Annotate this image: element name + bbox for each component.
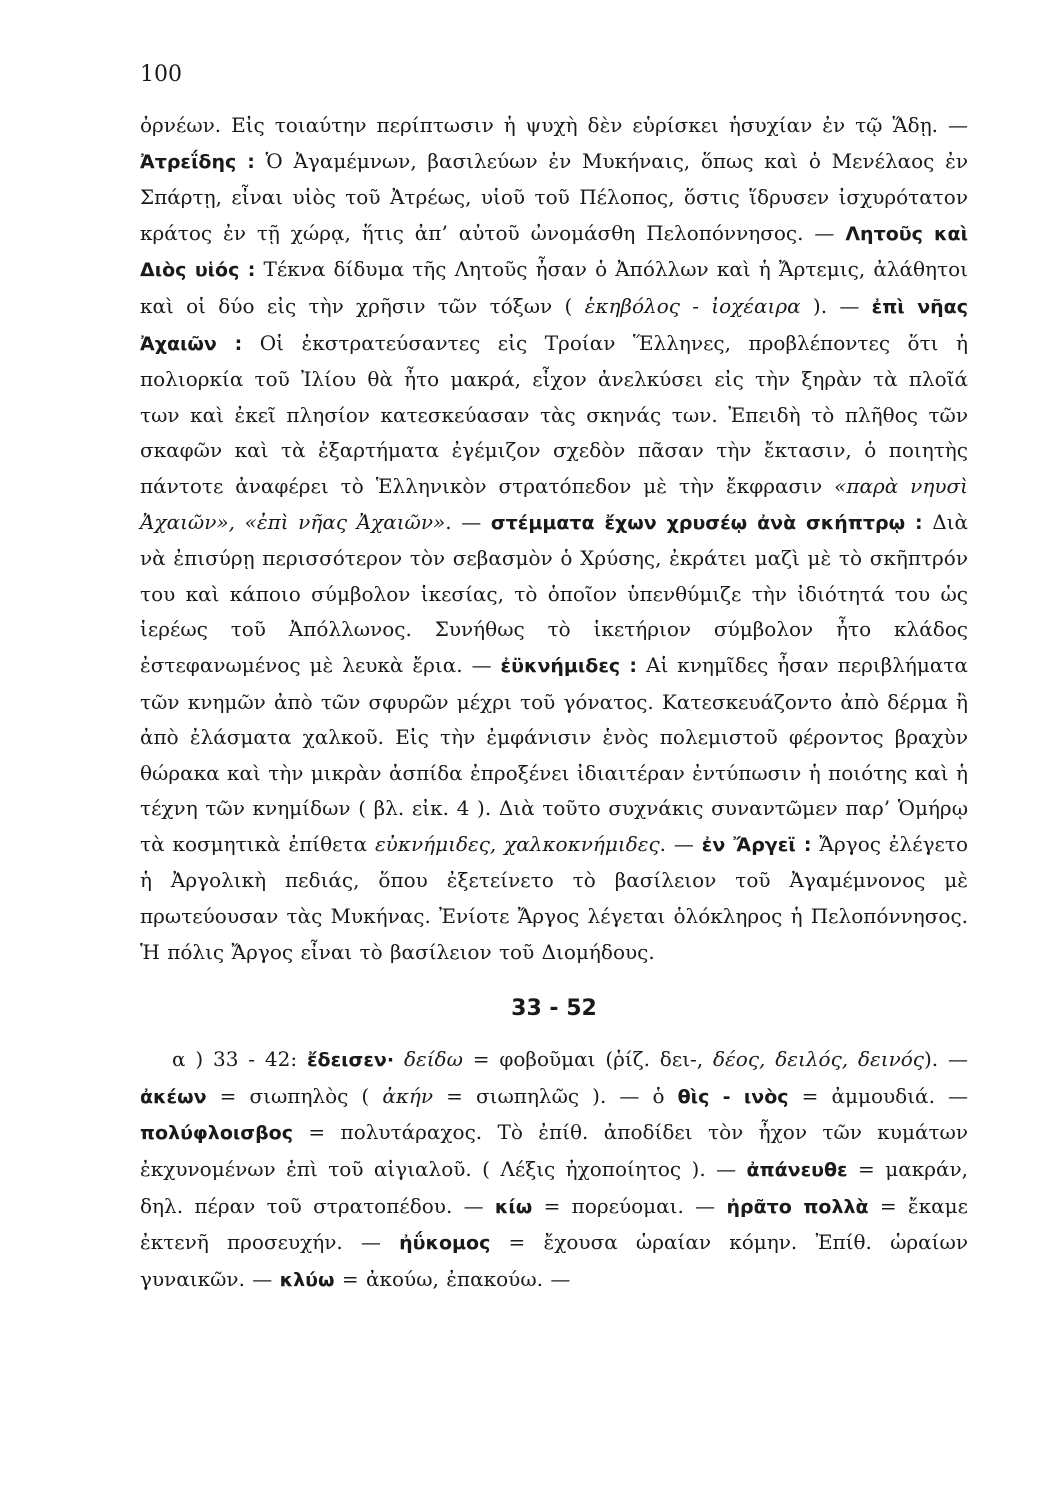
text-run: = πορεύομαι. — — [532, 1193, 727, 1218]
lemma-edeisen: ἔδεισεν· — [306, 1049, 395, 1072]
lemma-euknemides: ἐϋκνήμιδες : — [500, 654, 638, 677]
text-run: = πολυτάραχος. Τὸ ἐπίθ. ἀποδίδει τὸν ἦχον τῶν κυμάτων ἐκχυνομένων ἐπὶ τοῦ αἰγιαλοῦ. ( Λέξις ἠχοποίητος ). — — [140, 1120, 968, 1182]
text-run: = ἀκούω, ἐπακούω. — — [334, 1266, 571, 1291]
lemma-eukomos: ἠΰκομος — [399, 1232, 491, 1255]
text-run: = σιωπηλῶς ). — ὁ — [433, 1083, 678, 1108]
lemma-epi-neas: ἐπὶ νῆας Ἀχαιῶν : — [140, 295, 968, 355]
text-run: Τέκνα δίδυμα τῆς Λητοῦς ἦσαν ὁ Ἀπόλλων καὶ ἡ Ἄρτεμις, ἀλάθητοι καὶ οἱ δύο εἰς τὴν χρῆσιν τῶν τόξων ( — [140, 257, 968, 318]
text-run: = σιωπηλὸς ( — [206, 1083, 383, 1108]
lemma-erato: ἠρᾶτο πολλὰ — [726, 1195, 869, 1218]
section-heading: 33 - 52 — [511, 996, 597, 1022]
text-run: Διὰ νὰ ἐπισύρῃ περισσότερον τὸν σεβασμὸν ὁ Χρύσης, ἐκράτει μαζὶ μὲ τὸ σκῆπτρόν του καὶ κάποιο σύμβολον ἱκεσίας, τὸ ὁποῖον ὑπενθύμιζε τὴν ἰδιότητά του ὡς ἱερέως τοῦ Ἀπόλλωνος. Συνήθως τὸ ἱκετήριον σύμβολον ἦτο κλάδος ἐστεφανωμένος μὲ λευκὰ ἔρια. — — [140, 509, 968, 677]
text-run: = ἔκαμε ἐκτενῆ προσευχήν. — — [140, 1193, 968, 1255]
lemma-apaneuthe: ἀπάνευθε — [746, 1159, 848, 1182]
lemma-en-argei: ἐν Ἄργεϊ : — [701, 833, 812, 856]
text-run: = φοβοῦμαι (ῥίζ. δει-, — [462, 1047, 714, 1072]
text-run: ). — — [800, 293, 872, 318]
glossary-paragraph — [140, 1042, 968, 1298]
commentary-paragraph — [140, 108, 968, 970]
lemma-akeon: ἀκέων — [140, 1085, 207, 1108]
text-run: α ) 33 - 42: — [172, 1047, 307, 1072]
lemma-letous: Λητοῦς καὶ Διὸς υἱός : — [140, 222, 968, 282]
text-run: Ὁ Ἀγαμέμνων, βασιλεύων ἐν Μυκήναις, ὅπως καὶ ὁ Μενέλαος ἐν Σπάρτῃ, εἶναι υἱὸς τοῦ Ἀτρέως, υἱοῦ τοῦ Πέλοπος, ὅστις ἵδρυσεν ἰσχυρότατον κράτος ἐν τῇ χώρᾳ, ἥτις ἀπ’ αὐτοῦ ὠνομάσθη Πελοπόννησος. — — [140, 148, 968, 245]
italic-term: ἀκήν — [382, 1083, 434, 1108]
text-run: ). — — [924, 1047, 969, 1072]
book-page — [140, 64, 968, 1298]
page-number: 100 — [140, 62, 182, 87]
text-run: Ἄργος ἐλέγετο ἡ Ἀργολικὴ πεδιάς, ὅπου ἐξετείνετο τὸ βασίλειον τοῦ Ἀγαμέμνονος μὲ πρωτεύουσαν τὰς Μυκήνας. Ἐνίοτε Ἄργος λέγεται ὁλόκληρος ἡ Πελοπόννησος. Ἡ πόλις Ἄργος εἶναι τὸ βασίλειον τοῦ Διομήδους. — [140, 831, 968, 964]
lemma-kio: κίω — [494, 1195, 533, 1218]
text-run: Οἱ ἐκστρατεύσαντες εἰς Τροίαν Ἕλληνες, προβλέποντες ὅτι ἡ πολιορκία τοῦ Ἰλίου θὰ ἦτο μακρά, εἶχον ἀνελκύσει εἰς τὴν ξηρὰν τὰ πλοῖά των καὶ ἐκεῖ πλησίον κατεσκεύασαν τὰς σκηνάς των. Ἐπειδὴ τὸ πλῆθος τῶν σκαφῶν καὶ τὰ ἐξαρτήματα ἐγέμιζον σχεδὸν πᾶσαν τὴν ἔκτασιν, ὁ ποιητὴς πάντοτε ἀναφέρει τὸ Ἑλληνικὸν στρατόπεδον μὲ τὴν ἔκφρασιν — [140, 330, 968, 498]
lemma-stemmata: στέμματα ἔχων χρυσέῳ ἀνὰ σκήπτρῳ : — [490, 511, 923, 534]
lemma-klyo: κλύω — [279, 1268, 335, 1291]
text-run: = μακράν, δηλ. πέραν τοῦ στρατοπέδου. — — [140, 1157, 968, 1218]
text-run: Αἱ κνημῖδες ἦσαν περιβλήματα τῶν κνημῶν ἀπὸ τῶν σφυρῶν μέχρι τοῦ γόνατος. Κατεσκευάζοντο ἀπὸ δέρμα ἢ ἀπὸ ἐλάσματα χαλκοῦ. Εἰς τὴν ἐμφάνισιν ἑνὸς πολεμιστοῦ φέροντος βραχὺν θώρακα καὶ τὴν μικρὰν ἀσπίδα ἐπροξένει ἰδιαιτέραν ἐντύπωσιν ἡ ποιότης καὶ ἡ τέχνη τῶν κνημίδων ( βλ. εἰκ. 4 ). Διὰ τοῦτο συχνάκις συναντῶμεν παρ’ Ὁμήρῳ τὰ κοσμητικὰ ἐπίθετα — [140, 652, 968, 856]
text-run: ὀρνέων. Εἰς τοιαύτην περίπτωσιν ἡ ψυχὴ δὲν εὑρίσκει ἡσυχίαν ἐν τῷ Ἅδῃ. — — [140, 113, 968, 137]
lemma-this: θὶς - ινὸς — [677, 1085, 789, 1108]
text-run: = ἔχουσα ὡραίαν κόμην. Ἐπίθ. ὡραίων γυναικῶν. — — [140, 1230, 968, 1291]
text-run: . — — [445, 509, 491, 534]
lemma-atreides: Ἀτρεΐδης : — [140, 150, 255, 173]
italic-term: εὐκνήμιδες, χαλκοκνήμιδες — [374, 831, 660, 856]
lemma-polyphloisbos: πολύφλοισβος — [140, 1122, 293, 1145]
italic-term: «παρὰ νηυσὶ Ἀχαιῶν», «ἐπὶ νῆας Ἀχαιῶν» — [140, 473, 968, 534]
italic-term: δείδω — [394, 1047, 463, 1072]
text-run: . — — [659, 831, 702, 856]
italic-term: ἑκηβόλος - ἰοχέαιρα — [584, 293, 801, 318]
italic-term: δέος, δειλός, δεινός — [713, 1047, 924, 1072]
text-run: = ἀμμουδιά. — — [788, 1083, 968, 1108]
